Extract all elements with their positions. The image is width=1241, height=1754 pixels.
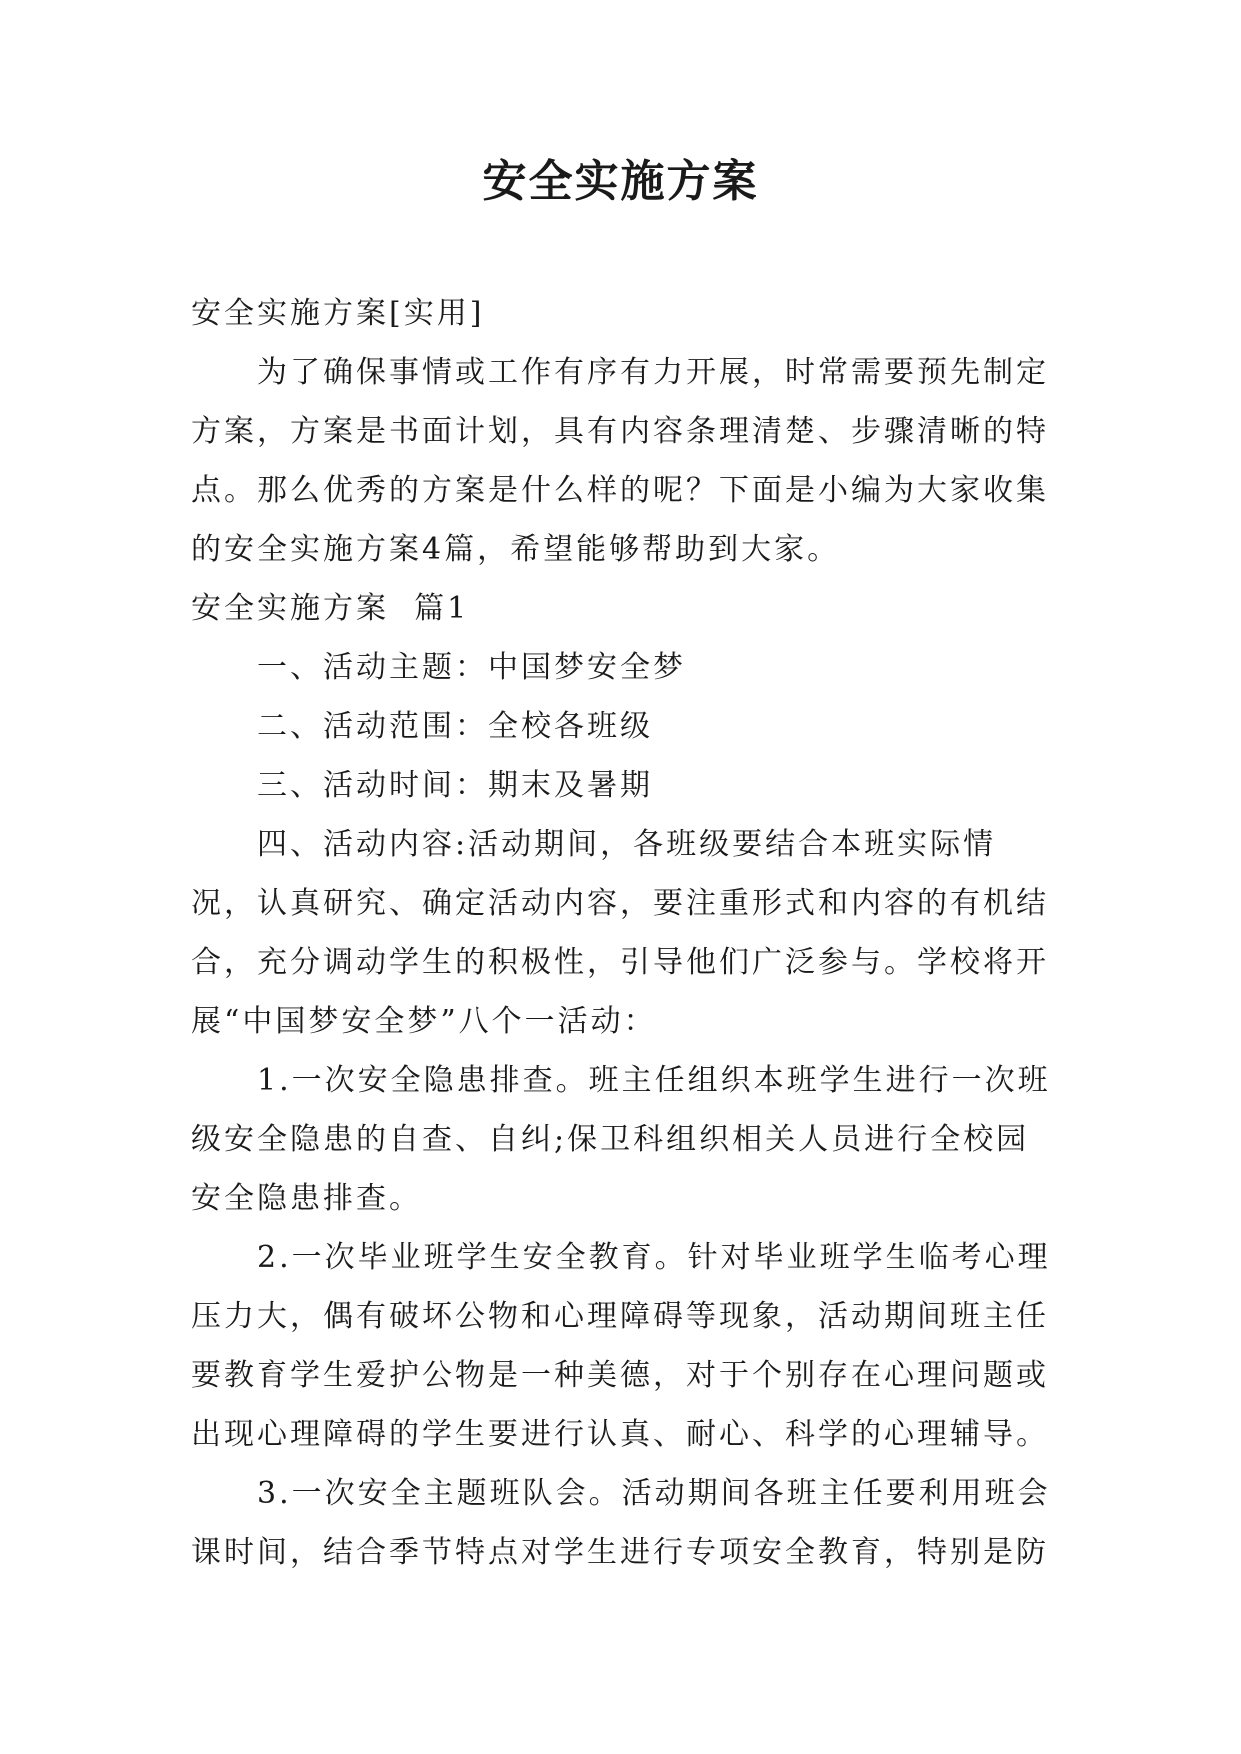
paragraph: 三、活动时间：期末及暑期 [257,768,653,803]
paragraph: 1.一次安全隐患排查。班主任组织本班学生进行一次班级安全隐患的自查、自纠;保卫科组织相关人员进行全校园安全隐患排查。 [191,1063,1051,1216]
paragraph: 四、活动内容:活动期间，各班级要结合本班实际情况，认真研究、确定活动内容，要注重形式和内容的有机结合，充分调动学生的积极性，引导他们广泛参与。学校将开展“中国梦安全梦”八个一活动： [191,827,1049,1039]
document-title: 安全实施方案 [482,156,759,207]
paragraph: 为了确保事情或工作有序有力开展，时常需要预先制定方案，方案是书面计划，具有内容条理清楚、步骤清晰的特点。那么优秀的方案是什么样的呢？下面是小编为大家收集的安全实施方案4篇，希望能够帮助到大家。 [191,355,1049,567]
paragraph: 2.一次毕业班学生安全教育。针对毕业班学生临考心理压力大，偶有破坏公物和心理障碍等现象，活动期间班主任要教育学生爱护公物是一种美德，对于个别存在心理问题或出现心理障碍的学生要进行认真、耐心、科学的心理辅导。 [191,1240,1051,1452]
document-body [191,284,1061,1582]
section-heading: 安全实施方案 篇1 [191,591,470,626]
paragraph: 3.一次安全主题班队会。活动期间各班主任要利用班会课时间，结合季节特点对学生进行专项安全教育，特别是防 [191,1476,1051,1570]
paragraph: 一、活动主题：中国梦安全梦 [257,650,686,685]
paragraph: 二、活动范围：全校各班级 [257,709,653,744]
paragraph: 安全实施方案[实用] [191,296,485,331]
